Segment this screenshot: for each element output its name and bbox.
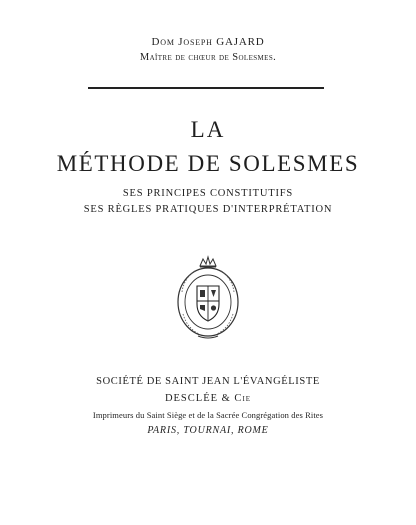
subtitle-line-1: SES PRINCIPES CONSTITUTIFS — [122, 188, 294, 199]
publisher-imprint: Imprimeurs du Saint Siège et de la Sacrée Congrégation des Rites — [92, 410, 324, 420]
author-name: Dom Joseph GAJARD — [151, 36, 265, 48]
title-line-2: MÉTHODE DE SOLESMES — [56, 151, 360, 176]
publisher-name: DESCLÉE & Cie — [164, 393, 252, 404]
publisher-society: SOCIÉTÉ DE SAINT JEAN L'ÉVANGÉLISTE — [96, 376, 320, 387]
author-role: Maître de chœur de Solesmes. — [139, 52, 277, 63]
title-line-1: LA — [190, 117, 226, 142]
crest-emblem-icon — [172, 254, 244, 340]
header-rule — [88, 87, 324, 89]
publisher-cities: PARIS, TOURNAI, ROME — [147, 425, 269, 436]
subtitle-line-2: SES RÈGLES PRATIQUES D'INTERPRÉTATION — [83, 204, 333, 215]
